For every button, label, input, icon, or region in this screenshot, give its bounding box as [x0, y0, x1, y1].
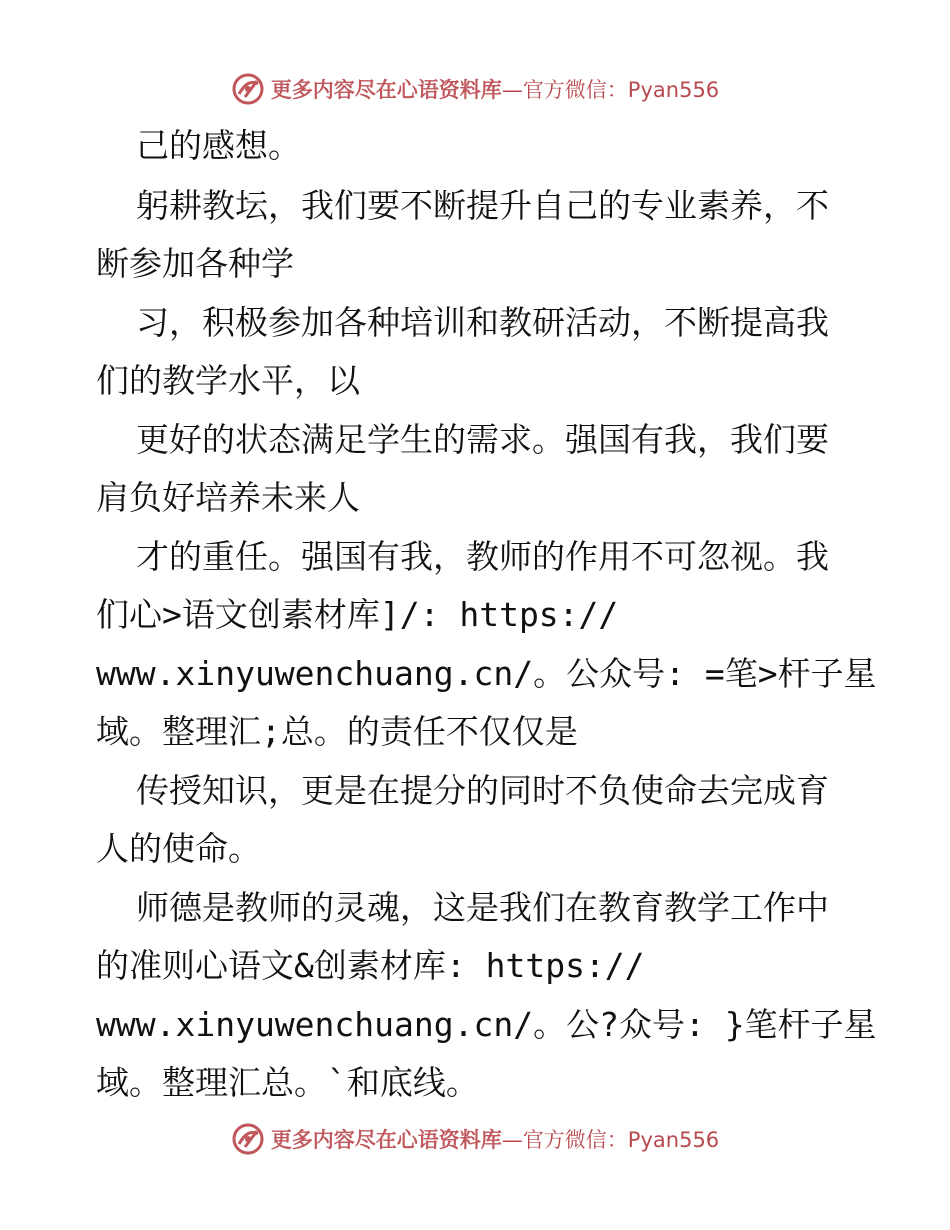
body-line: www.xinyuwenchuang.cn/。公?众号: }笔杆子星 [96, 1005, 877, 1044]
body-line: 习，积极参加各种培训和教研活动，不断提高我 [136, 303, 829, 342]
body-line: 们心>语文创素材库]/: https:// [96, 595, 619, 634]
body-line: 才的重任。强国有我，教师的作用不可忽视。我 [136, 537, 829, 576]
footer-banner-lead: 更多内容尽在心语资料库 [270, 1127, 502, 1152]
body-line: 域。整理汇总。`和底线。 [96, 1063, 479, 1102]
body-line: 师德是教师的灵魂，这是我们在教育教学工作中 [136, 888, 829, 927]
body-line: 域。整理汇;总。的责任不仅仅是 [96, 712, 578, 751]
footer-banner-tail: —官方微信：Pyan556 [501, 1128, 720, 1152]
header-banner-tail: —官方微信：Pyan556 [501, 78, 720, 102]
body-line: 传授知识，更是在提分的同时不负使命去完成育 [136, 771, 829, 810]
body-line: 更好的状态满足学生的需求。强国有我，我们要 [136, 420, 829, 459]
brand-logo-icon [231, 1122, 265, 1156]
body-line: www.xinyuwenchuang.cn/。公众号: =笔>杆子星 [96, 654, 877, 693]
body-line: 肩负好培养未来人 [96, 478, 360, 517]
footer-banner [0, 1119, 950, 1159]
body-line: 己的感想。 [136, 126, 301, 165]
body-line: 断参加各种学 [96, 244, 294, 283]
body-line: 们的教学水平，以 [96, 361, 360, 400]
body-line: 躬耕教坛，我们要不断提升自己的专业素养，不 [136, 186, 829, 225]
body-line: 的准则心语文&创素材库: https:// [96, 946, 645, 985]
header-banner-lead: 更多内容尽在心语资料库 [270, 77, 502, 102]
body-line: 人的使命。 [96, 829, 261, 868]
